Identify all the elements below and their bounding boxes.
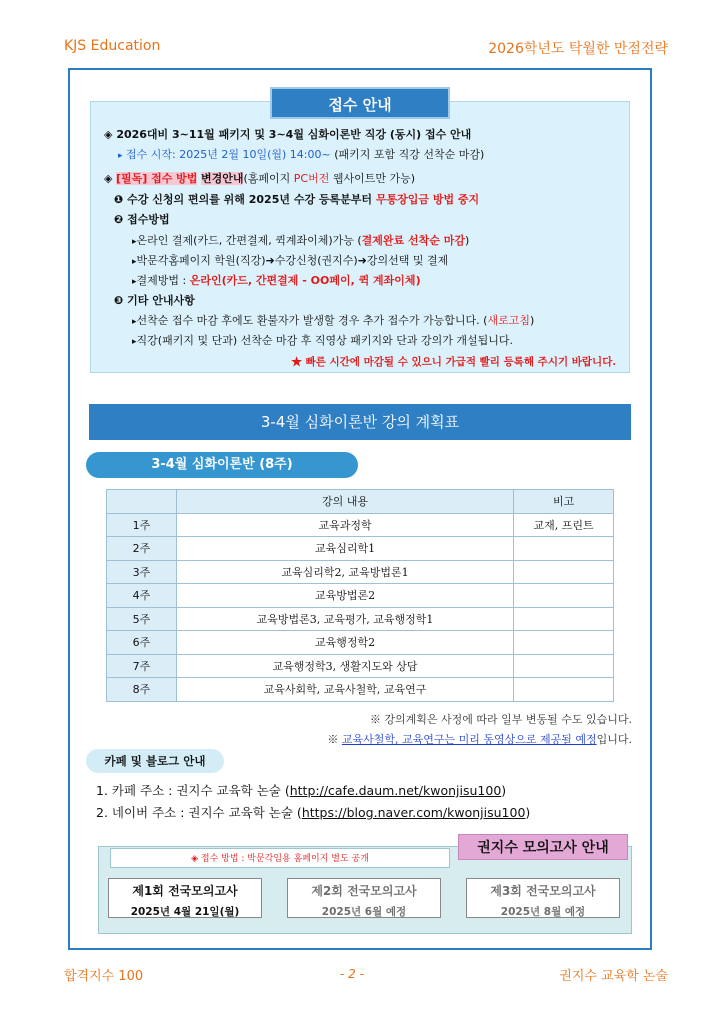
week-cell: 1주: [107, 513, 177, 537]
reception-start-note: (패키지 포함 직강 선착순 마감): [334, 148, 485, 161]
number-2-icon: ❷: [114, 213, 124, 226]
plan-note-2-link: 교육사철학, 교육연구는 미리 동영상으로 제공될 예정: [341, 733, 597, 746]
reception-start: [118, 146, 484, 162]
mock-card-date: 2025년 6월 예정: [321, 906, 407, 918]
note-cell: 교재, 프린트: [514, 513, 614, 537]
method-line-3-red: 온라인(: [189, 274, 227, 287]
reception-item-2-text: (홈페이지: [243, 172, 294, 185]
reception-item-1-text: 2026대비 3~11월 패키지 및 3~4월 심화이론반 직강 (동시) 접수 안내: [116, 128, 472, 141]
method-line-2-text: 박문각홈페이지 학원(직강)➜수강신청(권지수)➜강의선택 및 결제: [136, 254, 449, 267]
triangle-bullet-icon: ▸: [132, 257, 137, 267]
table-row: [107, 607, 614, 631]
cafe-end: ): [501, 783, 507, 798]
header-brand: KJS Education: [64, 38, 161, 54]
content-cell: 교육심리학1: [176, 537, 513, 561]
cafe-label: 1. 카페 주소 : 권지수 교육학 논술 (: [96, 783, 290, 798]
blog-link[interactable]: https://blog.naver.com/kwonjisu100: [301, 805, 526, 820]
etc-line-1-red: 새로고침: [487, 314, 530, 327]
content-cell: 교육행정학3, 생활지도와 상담: [176, 654, 513, 678]
method-line-1-red: 결제완료 선착순 마감: [361, 234, 465, 247]
header-title: 2026학년도 탁월한 만점전략: [488, 41, 668, 57]
blog-end: ): [525, 805, 531, 820]
note-cell: [514, 654, 614, 678]
week-cell: 3주: [107, 560, 177, 584]
reception-sub-3: [114, 292, 195, 308]
mock-card-2: [287, 878, 441, 918]
content-cell: 교육행정학2: [176, 631, 513, 655]
mock-card-title: 제3회 전국모의고사: [490, 884, 596, 898]
table-row: [107, 584, 614, 608]
cafe-title: 카페 및 블로그 안내: [86, 749, 224, 773]
mock-card-date: 2025년 8월 예정: [500, 906, 586, 918]
method-line-3-bold: 카드, 간편결제 - OO페이, 퀵 계좌이체: [226, 274, 416, 287]
etc-line-1-text: 선착순 접수 마감 후에도 환불자가 발생할 경우 추가 접수가 가능합니다. (: [136, 314, 488, 327]
triangle-bullet-icon: ▸: [132, 317, 137, 327]
table-row: [107, 513, 614, 537]
plan-banner: 3-4월 심화이론반 강의 계획표: [89, 404, 631, 440]
table-row: [107, 537, 614, 561]
mock-card-date: 2025년 4월 21일(월): [130, 906, 240, 918]
note-cell: [514, 631, 614, 655]
plan-note-2-suffix: 입니다.: [596, 733, 632, 746]
mock-card-1: [108, 878, 262, 918]
pc-version: PC버전: [293, 172, 330, 185]
week-cell: 7주: [107, 654, 177, 678]
note-cell: [514, 584, 614, 608]
must-read-tag: [필독] 접수 방법: [115, 172, 198, 185]
table-row: [107, 678, 614, 702]
etc-line-1-end: ): [529, 314, 535, 327]
triangle-bullet-icon: ▸: [132, 337, 137, 347]
method-line-1: [132, 232, 469, 248]
content-cell: 교육과정학: [176, 513, 513, 537]
column-header-content: 강의 내용: [176, 490, 513, 514]
blog-address: [96, 803, 530, 821]
method-line-1-end: ): [464, 234, 470, 247]
reception-sub-2: [114, 211, 170, 227]
number-1-icon: ❶: [114, 193, 124, 206]
content-cell: 교육사회학, 교육사철학, 교육연구: [176, 678, 513, 702]
triangle-bullet-icon: ▸: [132, 237, 137, 247]
etc-line-2-text: 직강(패키지 및 단과) 선착순 마감 후 직영상 패키지와 단과 강의가 개설됩니다.: [136, 334, 513, 347]
reception-sub-1-text: 수강 신청의 편의를 위해 2025년 수강 등록분부터: [127, 193, 376, 206]
footer-right: 권지수 교육학 논술: [559, 969, 668, 984]
plan-pill: 3-4월 심화이론반 (8주): [86, 452, 358, 478]
reception-sub-1: [114, 191, 479, 207]
mock-sub: ◈ 접수 방법 : 박문각임용 홈페이지 별도 공개: [110, 848, 450, 868]
mock-card-title: 제1회 전국모의고사: [132, 884, 238, 898]
method-line-3-end: ): [415, 274, 421, 287]
content-cell: 교육방법론2: [176, 584, 513, 608]
reception-item-2: [104, 170, 415, 186]
reception-item-2-text2: 웹사이트만 가능): [329, 172, 416, 185]
week-cell: 4주: [107, 584, 177, 608]
page-number: - 2 -: [340, 967, 364, 981]
note-cell: [514, 607, 614, 631]
method-line-1-text: 온라인 결제(카드, 간편결제, 퀵계좌이체)가능 (: [136, 234, 362, 247]
note-cell: [514, 678, 614, 702]
plan-note-2: [327, 731, 632, 747]
column-header-note: 비고: [514, 490, 614, 514]
week-cell: 6주: [107, 631, 177, 655]
content-cell: 교육심리학2, 교육방법론1: [176, 560, 513, 584]
note-cell: [514, 560, 614, 584]
reception-warning: ★ 빠른 시간에 마감될 수 있으니 가급적 빨리 등록해 주시기 바랍니다.: [291, 356, 616, 368]
reception-title: 접수 안내: [270, 87, 450, 119]
etc-line-2: [132, 332, 513, 348]
cafe-link[interactable]: http://cafe.daum.net/kwonjisu100: [289, 783, 502, 798]
column-header-week: [107, 490, 177, 514]
method-line-3: [132, 272, 421, 288]
week-cell: 5주: [107, 607, 177, 631]
number-3-icon: ❸: [114, 294, 124, 307]
method-line-2: [132, 252, 448, 268]
plan-note-2-prefix: ※: [327, 733, 342, 746]
etc-line-1: [132, 312, 534, 328]
content-cell: 교육방법론3, 교육평가, 교육행정학1: [176, 607, 513, 631]
reception-sub-1-red: 무통장입금 방법 중지: [375, 193, 480, 206]
triangle-bullet-icon: ▸: [132, 277, 137, 287]
schedule-table: [106, 489, 614, 702]
table-row: [107, 560, 614, 584]
table-row: [107, 631, 614, 655]
week-cell: 8주: [107, 678, 177, 702]
diamond-bullet-icon: ◈: [104, 172, 113, 185]
week-cell: 2주: [107, 537, 177, 561]
mock-card-title: 제2회 전국모의고사: [311, 884, 417, 898]
note-cell: [514, 537, 614, 561]
triangle-bullet-icon: ▸: [118, 151, 123, 161]
reception-start-label: 접수 시작: 2025년 2월 10일(월) 14:00~: [126, 148, 331, 161]
reception-sub-2-text: 접수방법: [127, 213, 170, 226]
mock-tag: 권지수 모의고사 안내: [458, 834, 628, 860]
diamond-bullet-icon: ◈: [104, 128, 113, 141]
change-notice: 변경안내: [200, 172, 244, 185]
mock-card-3: [466, 878, 620, 918]
method-line-3-text: 결제방법 :: [136, 274, 190, 287]
table-row: [107, 654, 614, 678]
reception-sub-3-text: 기타 안내사항: [127, 294, 195, 307]
reception-item-1: [104, 126, 471, 142]
table-header-row: [107, 490, 614, 514]
plan-note-1: ※ 강의계획은 사정에 따라 일부 변동될 수도 있습니다.: [369, 713, 632, 726]
blog-label: 2. 네이버 주소 : 권지수 교육학 논술 (: [96, 805, 302, 820]
footer-left: 합격지수 100: [64, 969, 144, 984]
cafe-address: [96, 781, 506, 799]
